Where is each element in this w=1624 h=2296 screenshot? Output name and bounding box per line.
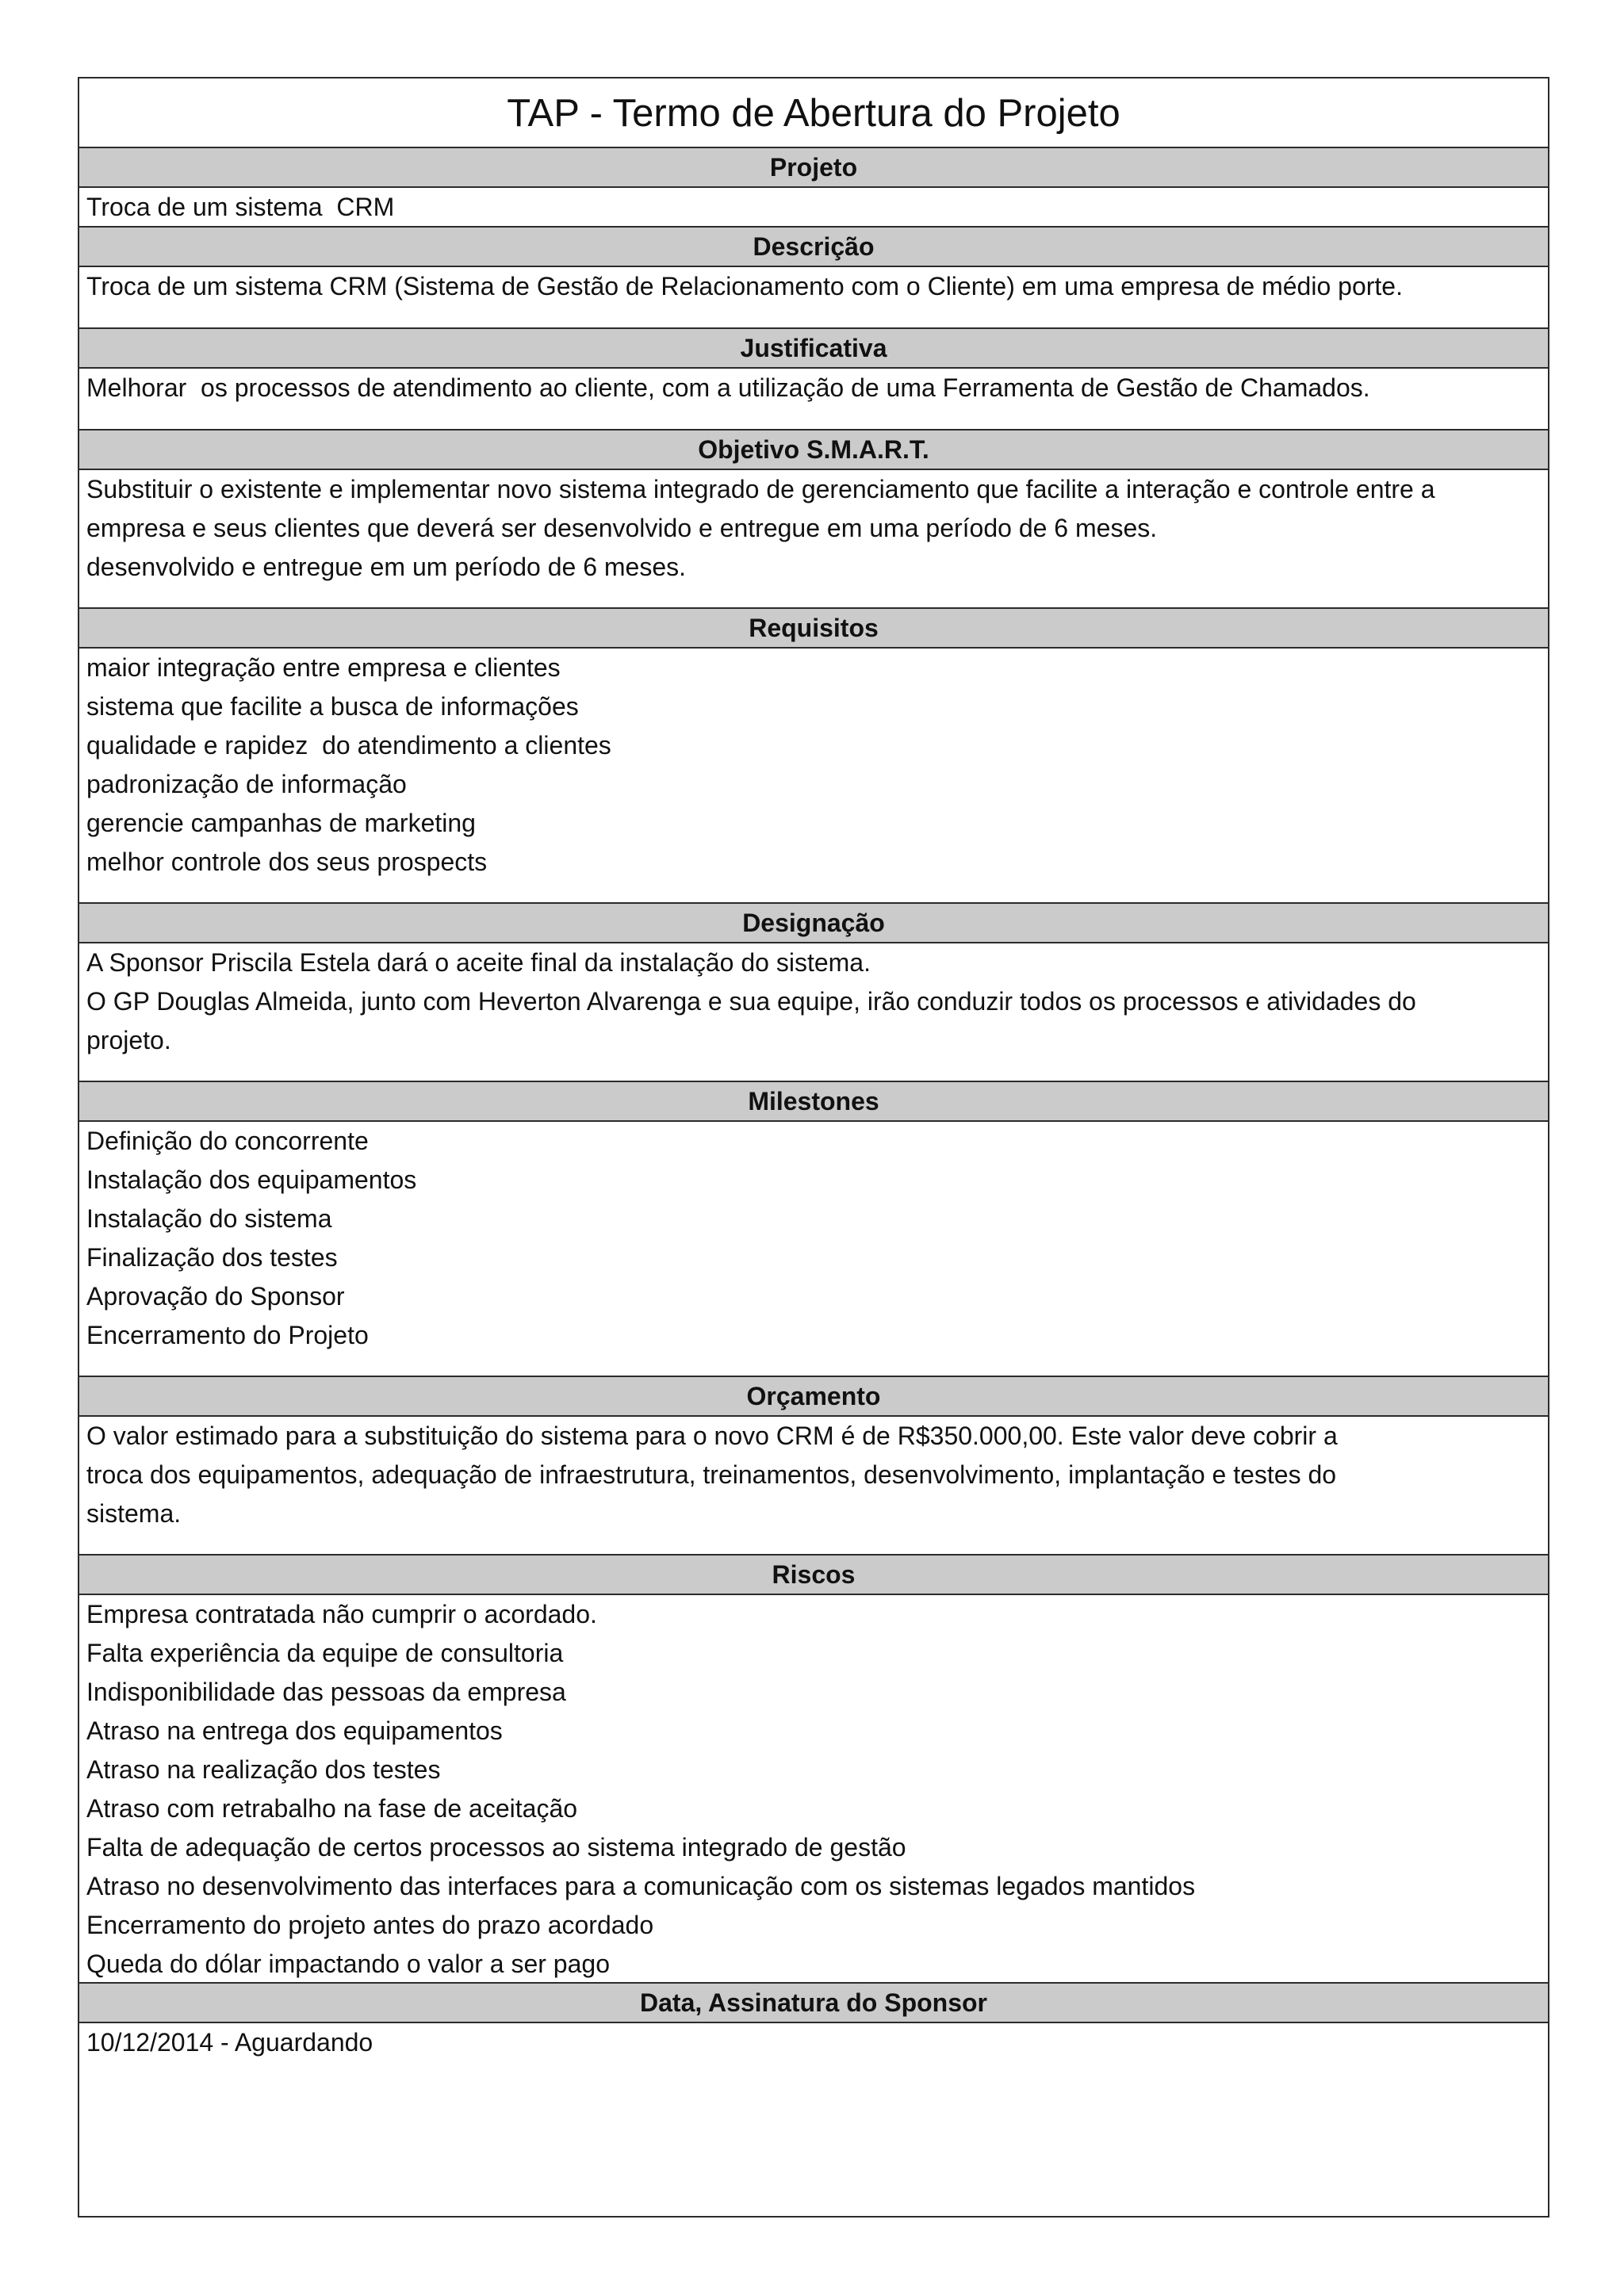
body-line: maior integração entre empresa e clientes xyxy=(86,653,561,682)
body-line: Encerramento do Projeto xyxy=(86,1321,369,1349)
body-line: Definição do concorrente xyxy=(86,1127,369,1155)
tap-document xyxy=(78,77,1549,2218)
body-line: sistema que facilite a busca de informações xyxy=(86,692,579,721)
body-line: qualidade e rapidez do atendimento a clientes xyxy=(86,731,611,760)
body-line: desenvolvido e entregue em um período de 6 meses. xyxy=(86,553,687,581)
section-header-requisitos: Requisitos xyxy=(79,609,1548,649)
body-line: Atraso na entrega dos equipamentos xyxy=(86,1716,503,1745)
body-line: Melhorar os processos de atendimento ao cliente, com a utilização de uma Ferramenta de Gestão de Chamados. xyxy=(86,373,1370,402)
section-body-milestones xyxy=(79,1122,1548,1377)
section-header-riscos: Riscos xyxy=(79,1556,1548,1595)
body-line: Atraso na realização dos testes xyxy=(86,1755,441,1784)
document-title: TAP - Termo de Abertura do Projeto xyxy=(79,78,1548,148)
section-body-assinatura xyxy=(79,2023,1548,2229)
body-line: Falta de adequação de certos processos ao sistema integrado de gestão xyxy=(86,1833,906,1862)
section-body-riscos xyxy=(79,1595,1548,1984)
body-line: O GP Douglas Almeida, junto com Heverton Alvarenga e sua equipe, irão conduzir todos os processos e atividades do xyxy=(86,987,1416,1016)
section-header-milestones: Milestones xyxy=(79,1082,1548,1122)
section-body-justificativa xyxy=(79,369,1548,430)
body-line: 10/12/2014 - Aguardando xyxy=(86,2028,373,2057)
body-line: troca dos equipamentos, adequação de infraestrutura, treinamentos, desenvolvimento, implantação e testes do xyxy=(86,1460,1337,1489)
section-header-objetivo: Objetivo S.M.A.R.T. xyxy=(79,430,1548,470)
section-header-assinatura: Data, Assinatura do Sponsor xyxy=(79,1984,1548,2023)
body-line: Troca de um sistema CRM (Sistema de Gestão de Relacionamento com o Cliente) em uma empresa de médio porte. xyxy=(86,272,1403,300)
body-line: Instalação do sistema xyxy=(86,1204,332,1233)
body-line: Finalização dos testes xyxy=(86,1243,338,1272)
body-line: padronização de informação xyxy=(86,770,407,798)
section-header-projeto: Projeto xyxy=(79,148,1548,188)
section-body-orcamento xyxy=(79,1417,1548,1556)
section-body-descricao xyxy=(79,267,1548,329)
section-body-objetivo xyxy=(79,470,1548,609)
body-line: gerencie campanhas de marketing xyxy=(86,809,476,837)
section-header-orcamento: Orçamento xyxy=(79,1377,1548,1417)
body-line: Atraso com retrabalho na fase de aceitação xyxy=(86,1794,578,1823)
body-line: projeto. xyxy=(86,1026,171,1054)
body-line: O valor estimado para a substituição do sistema para o novo CRM é de R$350.000,00. Este valor deve cobrir a xyxy=(86,1422,1338,1450)
body-line: A Sponsor Priscila Estela dará o aceite final da instalação do sistema. xyxy=(86,948,871,977)
body-line: Indisponibilidade das pessoas da empresa xyxy=(86,1678,566,1706)
body-line: Instalação dos equipamentos xyxy=(86,1165,417,1194)
body-line: Aprovação do Sponsor xyxy=(86,1282,345,1311)
section-header-designacao: Designação xyxy=(79,904,1548,943)
section-header-descricao: Descrição xyxy=(79,228,1548,267)
body-line: Empresa contratada não cumprir o acordado. xyxy=(86,1600,597,1628)
body-line: Atraso no desenvolvimento das interfaces para a comunicação com os sistemas legados mantidos xyxy=(86,1872,1196,1900)
section-body-designacao xyxy=(79,943,1548,1082)
body-line: Encerramento do projeto antes do prazo acordado xyxy=(86,1911,654,1939)
body-line: Falta experiência da equipe de consultoria xyxy=(86,1639,564,1667)
section-header-justificativa: Justificativa xyxy=(79,329,1548,369)
body-line: melhor controle dos seus prospects xyxy=(86,848,488,876)
body-line: Queda do dólar impactando o valor a ser pago xyxy=(86,1950,610,1978)
body-line: Troca de um sistema CRM xyxy=(86,193,395,221)
body-line: empresa e seus clientes que deverá ser desenvolvido e entregue em uma período de 6 meses. xyxy=(86,514,1158,542)
body-line: sistema. xyxy=(86,1499,182,1528)
body-line: Substituir o existente e implementar novo sistema integrado de gerenciamento que facilite a interação e controle entre a xyxy=(86,475,1435,503)
section-body-projeto xyxy=(79,188,1548,228)
section-body-requisitos xyxy=(79,649,1548,904)
